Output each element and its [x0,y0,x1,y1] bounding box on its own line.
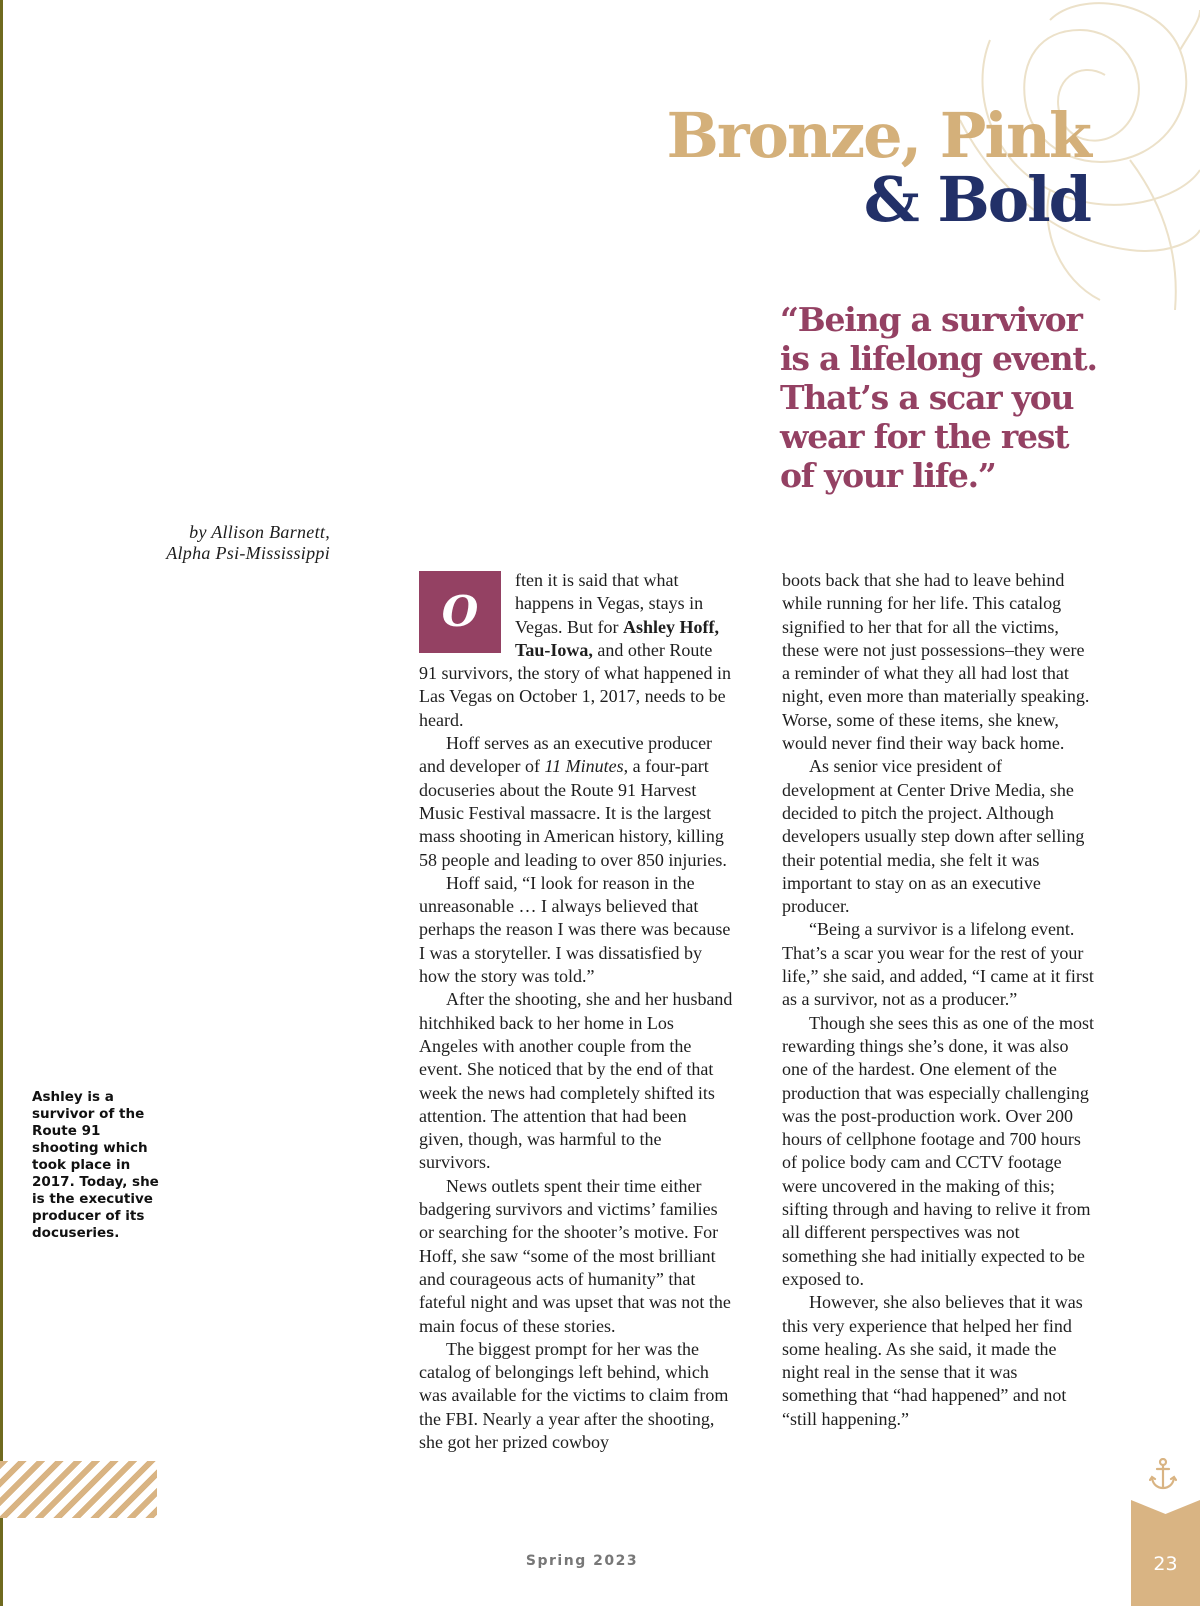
title-line-2: & Bold [863,163,1090,236]
text-run: , a four-part docuseries about the Route 91 Harvest Music Festival massacre. It is the largest mass shooting in American history, killing 58 people and leading to over 850 injuries. [419,756,727,870]
paragraph [419,569,733,732]
paragraph: Hoff said, “I look for reason in the unreasonable … I always believed that perhaps the reason I was there was because I was a storyteller. I was dissatisfied by how the story was told.” [419,872,731,987]
photo-caption: Ashley is a survivor of the Route 91 shooting which took place in 2017. Today, she is the executive producer of its docuseries. [32,1089,159,1241]
paragraph: As senior vice president of development at Center Drive Media, she decided to pitch the project. Although developers usually step down after selling their potential media, she felt it was important to stay on as an executive producer. [782,756,1085,917]
left-edge-rule [0,0,3,1606]
text-run: ften it is said that what happens in Vegas, stays in Vegas. But for [515,570,704,637]
striped-decoration [0,1461,157,1518]
article-title [666,99,1090,236]
byline-chapter: Alpha Psi-Mississippi [166,543,330,563]
article-column-2 [782,569,1096,1431]
paragraph: “Being a survivor is a lifelong event. That’s a scar you wear for the rest of your life,” she said, and added, “I came at it first as a survivor, not as a producer.” [782,919,1094,1010]
paragraph [419,732,733,872]
text-run: Hoff serves as an executive producer and developer of [419,733,713,777]
paragraph: However, she also believes that it was this very experience that helped her find some healing. As she said, it made the night real in the sense that it was something that “had happened” and not “still happening.” [782,1292,1083,1429]
title-line-1: Bronze, Pink [666,99,1090,172]
paragraph: News outlets spent their time either badgering survivors and victims’ families or searching for the shooter’s motive. For Hoff, she saw “some of the most brilliant and courageous acts of humanity” that fateful night and was upset that was not the main focus of these stories. [419,1175,731,1336]
paragraph: The biggest prompt for her was the catalog of belongings left behind, which was available for the victims to claim from the FBI. Nearly a year after the shooting, she got her prized cowboy [419,1338,729,1452]
page-number: 23 [1153,1553,1178,1575]
article-column-1 [419,569,733,1454]
text-run: and other Route 91 survivors, the story of what happened in Las Vegas on October 1, 2017, needs to be heard. [419,639,731,730]
paragraph: Though she sees this as one of the most rewarding things she’s done, it was also one of the hardest. One element of the production that was especially challenging was the post-production work. Over 200 hours of cellphone footage and 700 hours of police body cam and CCTV footage were uncovered in the making of this; sifting through and having to relive it from all different perspectives was not something she had initially expected to be exposed to. [782,1012,1094,1289]
anchor-icon [1149,1458,1177,1490]
pull-quote: “Being a survivor is a lifelong event. That’s a scar you wear for the rest of your life.” [780,300,1097,495]
series-title: 11 Minutes [544,756,624,777]
paragraph: After the shooting, she and her husband hitchhiked back to her home in Los Angeles with another couple from the event. She noticed that by the end of that week the news had completely shifted its attention. The attention that had been given, though, was harmful to the survivors. [419,989,733,1173]
paragraph: boots back that she had to leave behind while running for her life. This catalog signified to her that for all the victims, these were not just possessions–they were a reminder of what they all had lost that night, even more than materially speaking. Worse, some of these items, she knew, would never find their way back home. [782,570,1090,754]
drop-cap: O [419,571,501,653]
issue-footer: Spring 2023 [525,1553,639,1569]
byline [166,522,330,564]
byline-author: by Allison Barnett, [189,522,330,542]
subject-name: Ashley Hoff, Tau-Iowa, [515,616,719,660]
